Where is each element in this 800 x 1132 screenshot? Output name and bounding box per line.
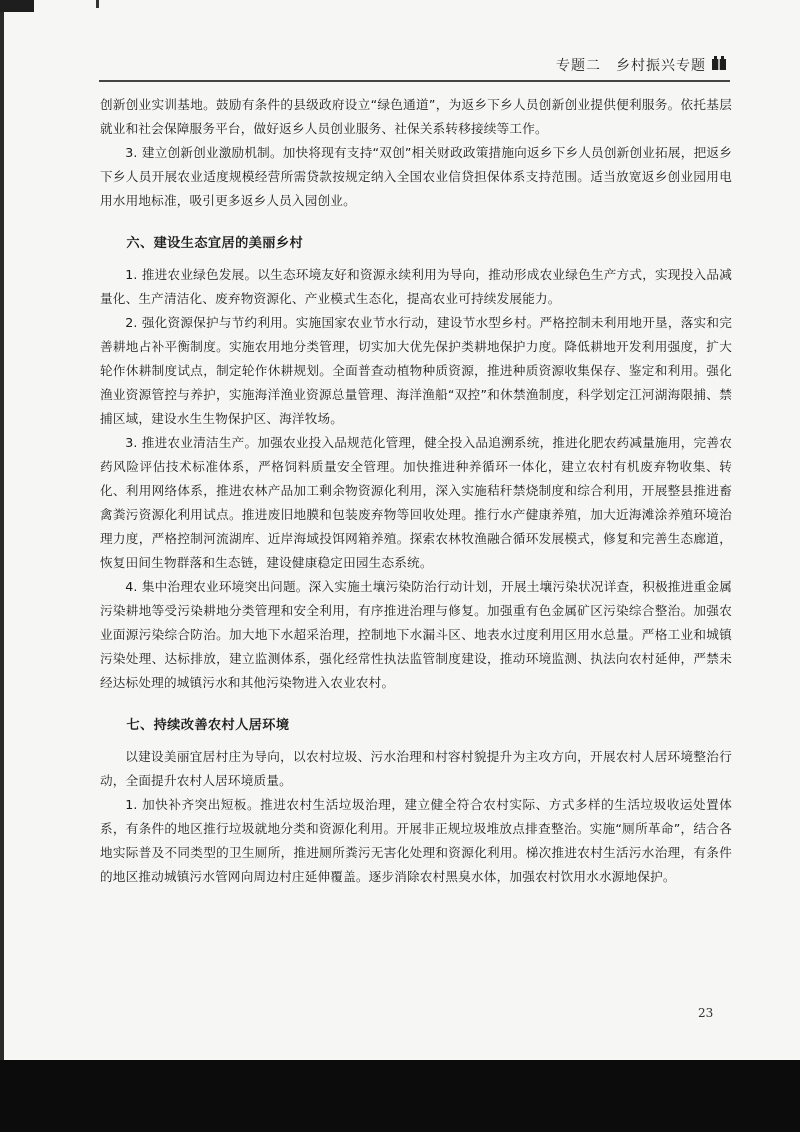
header-title: 专题二 乡村振兴专题 xyxy=(556,58,706,74)
page-number: 23 xyxy=(698,1006,714,1020)
scan-left-edge xyxy=(0,0,4,1132)
paragraph: 3. 推进农业清洁生产。加强农业投入品规范化管理，健全投入品追溯系统，推进化肥农药减量施用，完善农药风险评估技术标准体系，严格饲料质量安全管理。加快推进种养循环一体化，建立农村有机废弃物收集、转化、利用网络体系，推进农林产品加工剩余物资源化利用，深入实施秸秆禁烧制度和综合利用，开展整县推进畜禽粪污资源化利用试点。推进废旧地膜和包装废弃物等回收处理。推行水产健康养殖，加大近海滩涂养殖环境治理力度，严格控制河流湖库、近岸海域投饵网箱养殖。探索农林牧渔融合循环发展模式，修复和完善生态廊道，恢复田间生物群落和生态链，建设健康稳定田园生态系统。 xyxy=(100,435,732,570)
page-body xyxy=(100,93,732,889)
paragraph: 创新创业实训基地。鼓励有条件的县级政府设立“绿色通道”，为返乡下乡人员创新创业提供便利服务。依托基层就业和社会保障服务平台，做好返乡人员创业服务、社保关系转移接续等工作。 xyxy=(100,97,732,136)
running-header xyxy=(0,49,800,81)
paragraph: 3. 建立创新创业激励机制。加快将现有支持“双创”相关财政政策措施向返乡下乡人员创新创业拓展，把返乡下乡人员开展农业适度规模经营所需贷款按规定纳入全国农业信贷担保体系支持范围。适当放宽返乡创业园用电用水用地标准，吸引更多返乡人员入园创业。 xyxy=(100,145,732,208)
paragraph: 2. 强化资源保护与节约利用。实施国家农业节水行动，建设节水型乡村。严格控制未利用地开垦，落实和完善耕地占补平衡制度。实施农用地分类管理，切实加大优先保护类耕地保护力度。降低耕地开发利用强度，扩大轮作休耕制度试点，制定轮作休耕规划。全面普查动植物种质资源，推进种质资源收集保存、鉴定和利用。强化渔业资源管控与养护，实施海洋渔业资源总量管理、海洋渔船“双控”和休禁渔制度，科学划定江河湖海限捕、禁捕区域，建设水生生物保护区、海洋牧场。 xyxy=(100,315,732,426)
section-heading-7: 七、持续改善农村人居环境 xyxy=(126,718,290,733)
paragraph: 1. 加快补齐突出短板。推进农村生活垃圾治理，建立健全符合农村实际、方式多样的生活垃圾收运处置体系，有条件的地区推行垃圾就地分类和资源化利用。开展非正规垃圾堆放点排查整治。实施“厕所革命”，结合各地实际普及不同类型的卫生厕所，推进厕所粪污无害化处理和资源化利用。梯次推进农村生活污水治理，有条件的地区推动城镇污水管网向周边村庄延伸覆盖。逐步消除农村黑臭水体，加强农村饮用水水源地保护。 xyxy=(100,797,732,884)
paragraph: 4. 集中治理农业环境突出问题。深入实施土壤污染防治行动计划，开展土壤污染状况详查，积极推进重金属污染耕地等受污染耕地分类管理和安全利用，有序推进治理与修复。加强重有色金属矿区污染综合整治。加强农业面源污染综合防治。加大地下水超采治理，控制地下水漏斗区、地表水过度利用区用水总量。严格工业和城镇污染处理、达标排放，建立监测体系，强化经常性执法监管制度建设，推动环境监测、执法向农村延伸，严禁未经达标处理的城镇污水和其他污染物进入农业农村。 xyxy=(100,579,732,690)
scan-speck xyxy=(96,0,99,8)
paragraph: 以建设美丽宜居村庄为导向，以农村垃圾、污水治理和村容村貌提升为主攻方向，开展农村人居环境整治行动，全面提升农村人居环境质量。 xyxy=(100,749,732,788)
paragraph: 1. 推进农业绿色发展。以生态环境友好和资源永续利用为导向，推动形成农业绿色生产方式，实现投入品减量化、生产清洁化、废弃物资源化、产业模式生态化，提高农业可持续发展能力。 xyxy=(100,267,732,306)
book-icon xyxy=(711,56,727,71)
scan-corner-mark xyxy=(0,0,34,12)
section-heading-6: 六、建设生态宜居的美丽乡村 xyxy=(126,236,304,251)
scan-bottom-band xyxy=(0,1060,800,1132)
header-rule xyxy=(99,80,730,82)
